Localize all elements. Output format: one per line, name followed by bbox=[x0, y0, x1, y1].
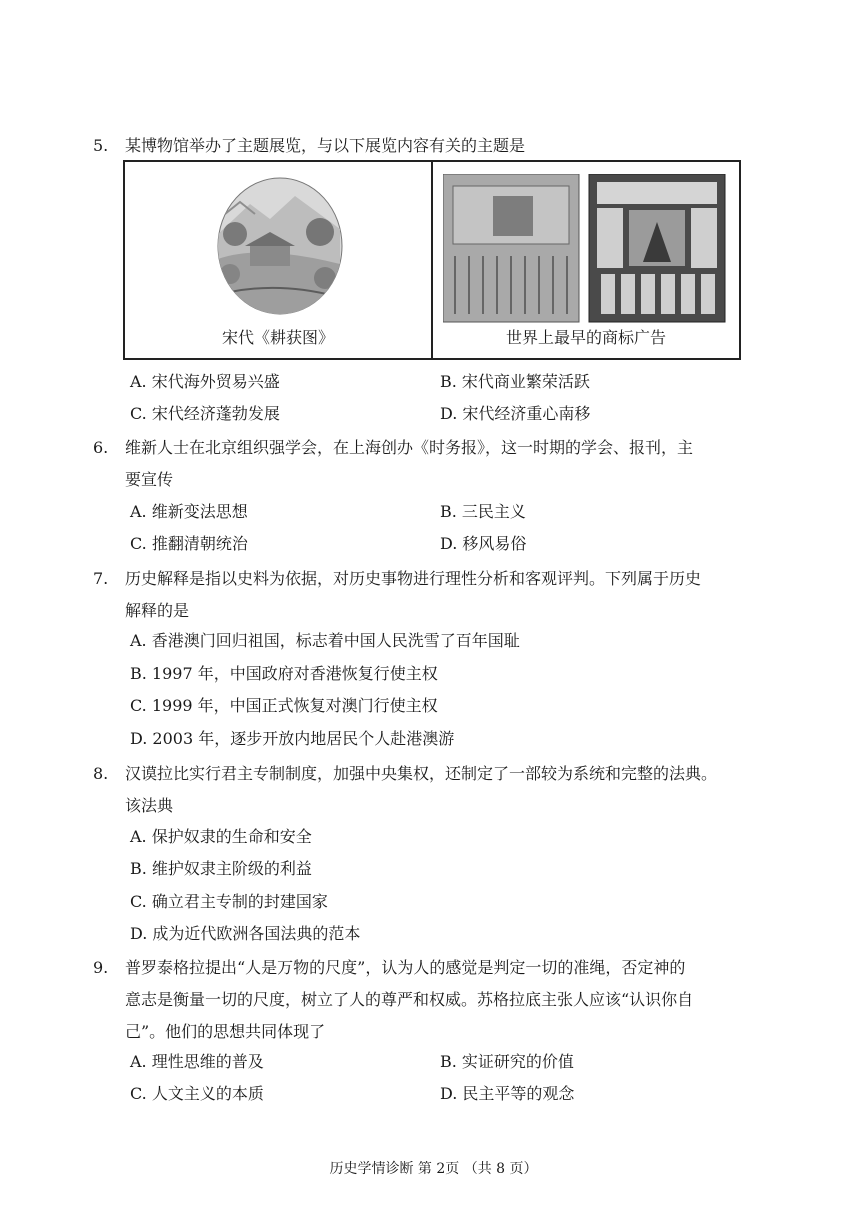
question-5 bbox=[93, 130, 793, 162]
q7-option-c[interactable]: C. 1999 年，中国正式恢复对澳门行使主权 bbox=[130, 696, 438, 715]
q9-option-c[interactable]: C. 人文主义的本质 bbox=[130, 1084, 264, 1103]
q9-option-b[interactable]: B. 实证研究的价值 bbox=[440, 1052, 574, 1071]
question-number: 9. bbox=[93, 958, 109, 977]
q6-option-b[interactable]: B. 三民主义 bbox=[440, 502, 526, 521]
question-9 bbox=[93, 952, 793, 1048]
question-stem-line: 意志是衡量一切的尺度，树立了人的尊严和权威。苏格拉底主张人应该“认识你自 bbox=[125, 990, 694, 1009]
question-8 bbox=[93, 758, 793, 822]
q8-option-b[interactable]: B. 维护奴隶主阶级的利益 bbox=[130, 859, 312, 878]
q9-option-d[interactable]: D. 民主平等的观念 bbox=[440, 1084, 575, 1103]
painting-image bbox=[200, 174, 360, 324]
q6-option-d[interactable]: D. 移风易俗 bbox=[440, 534, 527, 553]
q8-option-d[interactable]: D. 成为近代欧洲各国法典的范本 bbox=[130, 924, 361, 943]
question-stem: 某博物馆举办了主题展览，与以下展览内容有关的主题是 bbox=[125, 136, 526, 155]
question-stem-line: 解释的是 bbox=[125, 601, 190, 620]
figure-caption-left: 宋代《耕获图》 bbox=[221, 328, 334, 347]
q6-option-c[interactable]: C. 推翻清朝统治 bbox=[130, 534, 248, 553]
q7-option-d[interactable]: D. 2003 年，逐步开放内地居民个人赴港澳游 bbox=[130, 729, 455, 748]
q9-option-a[interactable]: A. 理性思维的普及 bbox=[130, 1052, 264, 1071]
q8-option-c[interactable]: C. 确立君主专制的封建国家 bbox=[130, 892, 328, 911]
question-number: 8. bbox=[93, 764, 109, 783]
q8-option-a[interactable]: A. 保护奴隶的生命和安全 bbox=[130, 827, 312, 846]
question-number: 6. bbox=[93, 438, 109, 457]
q7-option-a[interactable]: A. 香港澳门回归祖国，标志着中国人民洗雪了百年国耻 bbox=[130, 631, 520, 650]
question-stem-line: 要宣传 bbox=[125, 470, 174, 489]
question-stem-line: 普罗泰格拉提出“人是万物的尺度”，认为人的感觉是判定一切的准绳，否定神的 bbox=[125, 958, 686, 977]
figure-gengHuoTu bbox=[125, 162, 431, 358]
trademark-plate-image bbox=[443, 174, 727, 324]
figure-caption-right: 世界上最早的商标广告 bbox=[505, 328, 666, 347]
question-7 bbox=[93, 563, 793, 627]
question-number: 5. bbox=[93, 136, 109, 155]
question-stem-line: 历史解释是指以史料为依据，对历史事物进行理性分析和客观评判。下列属于历史 bbox=[125, 569, 702, 588]
q5-option-c[interactable]: C. 宋代经济蓬勃发展 bbox=[130, 404, 280, 423]
q5-option-a[interactable]: A. 宋代海外贸易兴盛 bbox=[130, 372, 280, 391]
q7-option-b[interactable]: B. 1997 年，中国政府对香港恢复行使主权 bbox=[130, 664, 438, 683]
question-stem-line: 该法典 bbox=[125, 796, 174, 815]
q6-option-a[interactable]: A. 维新变法思想 bbox=[130, 502, 248, 521]
question-stem-line: 维新人士在北京组织强学会，在上海创办《时务报》，这一时期的学会、报刊，主 bbox=[125, 438, 694, 457]
q5-option-d[interactable]: D. 宋代经济重心南移 bbox=[440, 404, 591, 423]
question-stem-line: 己”。他们的思想共同体现了 bbox=[125, 1022, 326, 1041]
question-stem-line: 汉谟拉比实行君主专制制度，加强中央集权，还制定了一部较为系统和完整的法典。 bbox=[125, 764, 718, 783]
question-6 bbox=[93, 432, 793, 496]
q5-option-b[interactable]: B. 宋代商业繁荣活跃 bbox=[440, 372, 590, 391]
figure-table bbox=[123, 160, 741, 360]
question-number: 7. bbox=[93, 569, 109, 588]
page-footer: 历史学情诊断 第 2页 （共 8 页） bbox=[329, 1161, 538, 1177]
figure-trademark-ad bbox=[431, 162, 739, 358]
